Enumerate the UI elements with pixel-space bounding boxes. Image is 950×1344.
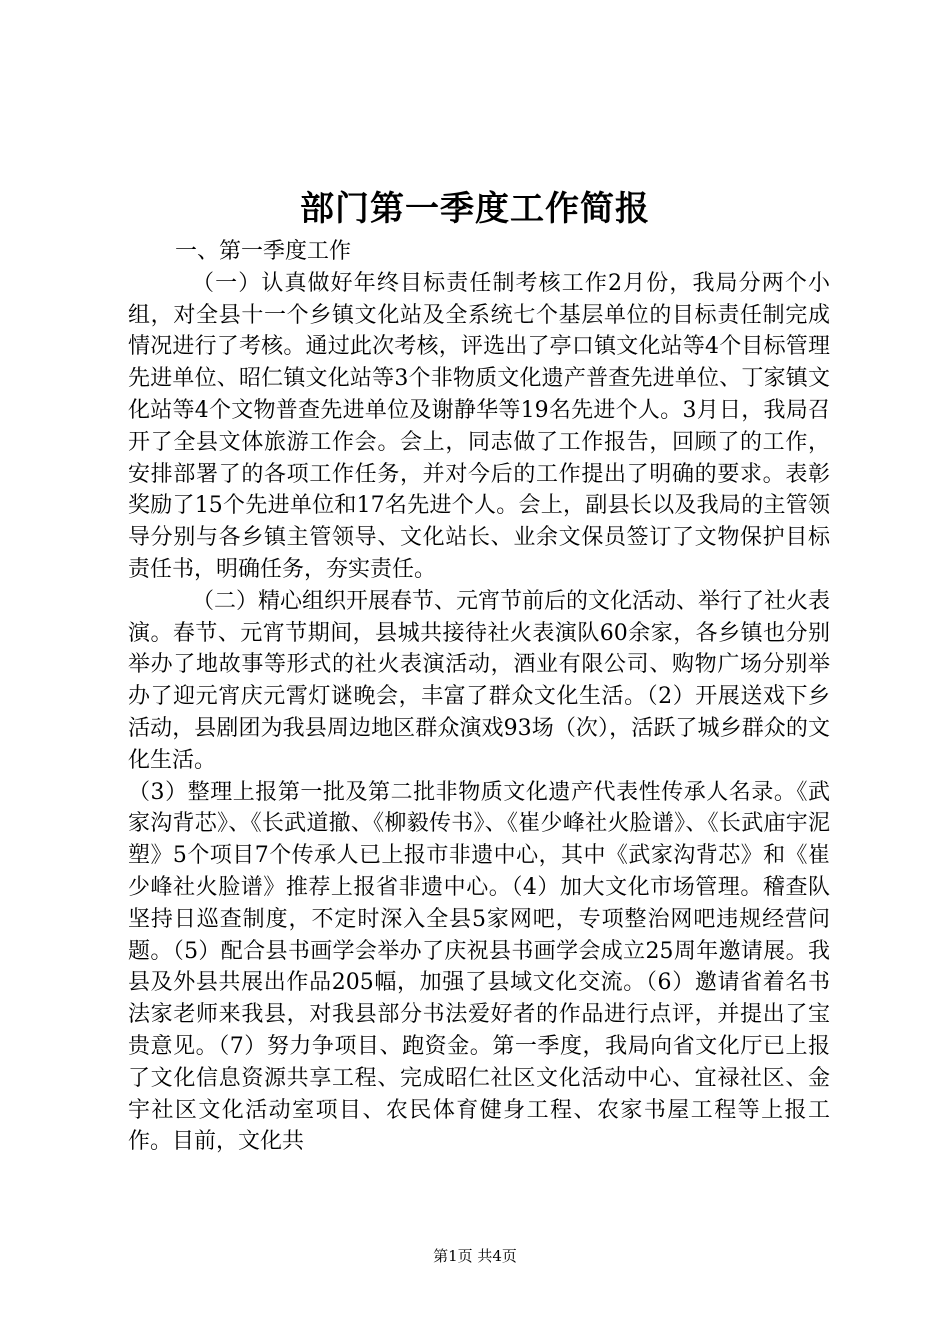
page-title: 部门第一季度工作简报 [300,189,650,229]
document-body [128,236,830,1158]
section-heading: 一、第一季度工作 [175,239,352,264]
paragraph-2: （二）精心组织开展春节、元宵节前后的文化活动、举行了社火表演。春节、元宵节期间，县城共接待社火表演队60余家，各乡镇也分别举办了地故事等形式的社火表演活动，酒业有限公司、购物广场分别举办了迎元宵庆元霄灯谜晚会，丰富了群众文化生活。（2）开展送戏下乡活动，县剧团为我县周边地区群众演戏93场（次），活跃了城乡群众的文化生活。 [128,588,831,773]
page-footer: 第1页 共4页 [433,1247,517,1265]
paragraph-3: （3）整理上报第一批及第二批非物质文化遗产代表性传承人名录。《武家沟背芯》、《长武道撤、《柳毅传书》、《崔少峰社火脸谱》、《长武庙宇泥塑》5个项目7个传承人已上报市非遗中心，其中《武家沟背芯》和《崔少峰社火脸谱》推荐上报省非遗中心。（4）加大文化市场管理。稽查队坚持日巡查制度，不定时深入全县5家网吧，专项整治网吧违规经营问题。（5）配合县书画学会举办了庆祝县书画学会成立25周年邀请展。我县及外县共展出作品205幅，加强了县域文化交流。（6）邀请省着名书法家老师来我县，对我县部分书法爱好者的作品进行点评，并提出了宝贵意见。（7）努力争项目、跑资金。第一季度，我局向省文化厅已上报了文化信息资源共享工程、完成昭仁社区文化活动中心、宜禄社区、金宇社区文化活动室项目、农民体育健身工程、农家书屋工程等上报工作。目前，文化共 [128,779,830,1155]
paragraph-1: （一）认真做好年终目标责任制考核工作2月份，我局分两个小组，对全县十一个乡镇文化站及全系统七个基层单位的目标责任制完成情况进行了考核。通过此次考核，评选出了亭口镇文化站等4个目标管理先进单位、昭仁镇文化站等3个非物质文化遗产普查先进单位、丁家镇文化站等4个文物普查先进单位及谢静华等19名先进个人。3月日，我局召开了全县文体旅游工作会。会上，同志做了工作报告，回顾了的工作，安排部署了的各项工作任务，并对今后的工作提出了明确的要求。表彰奖励了15个先进单位和17名先进个人。会上，副县长以及我局的主管领导分别与各乡镇主管领导、文化站长、业余文保员签订了文物保护目标责任书，明确任务，夯实责任。 [128,270,830,582]
